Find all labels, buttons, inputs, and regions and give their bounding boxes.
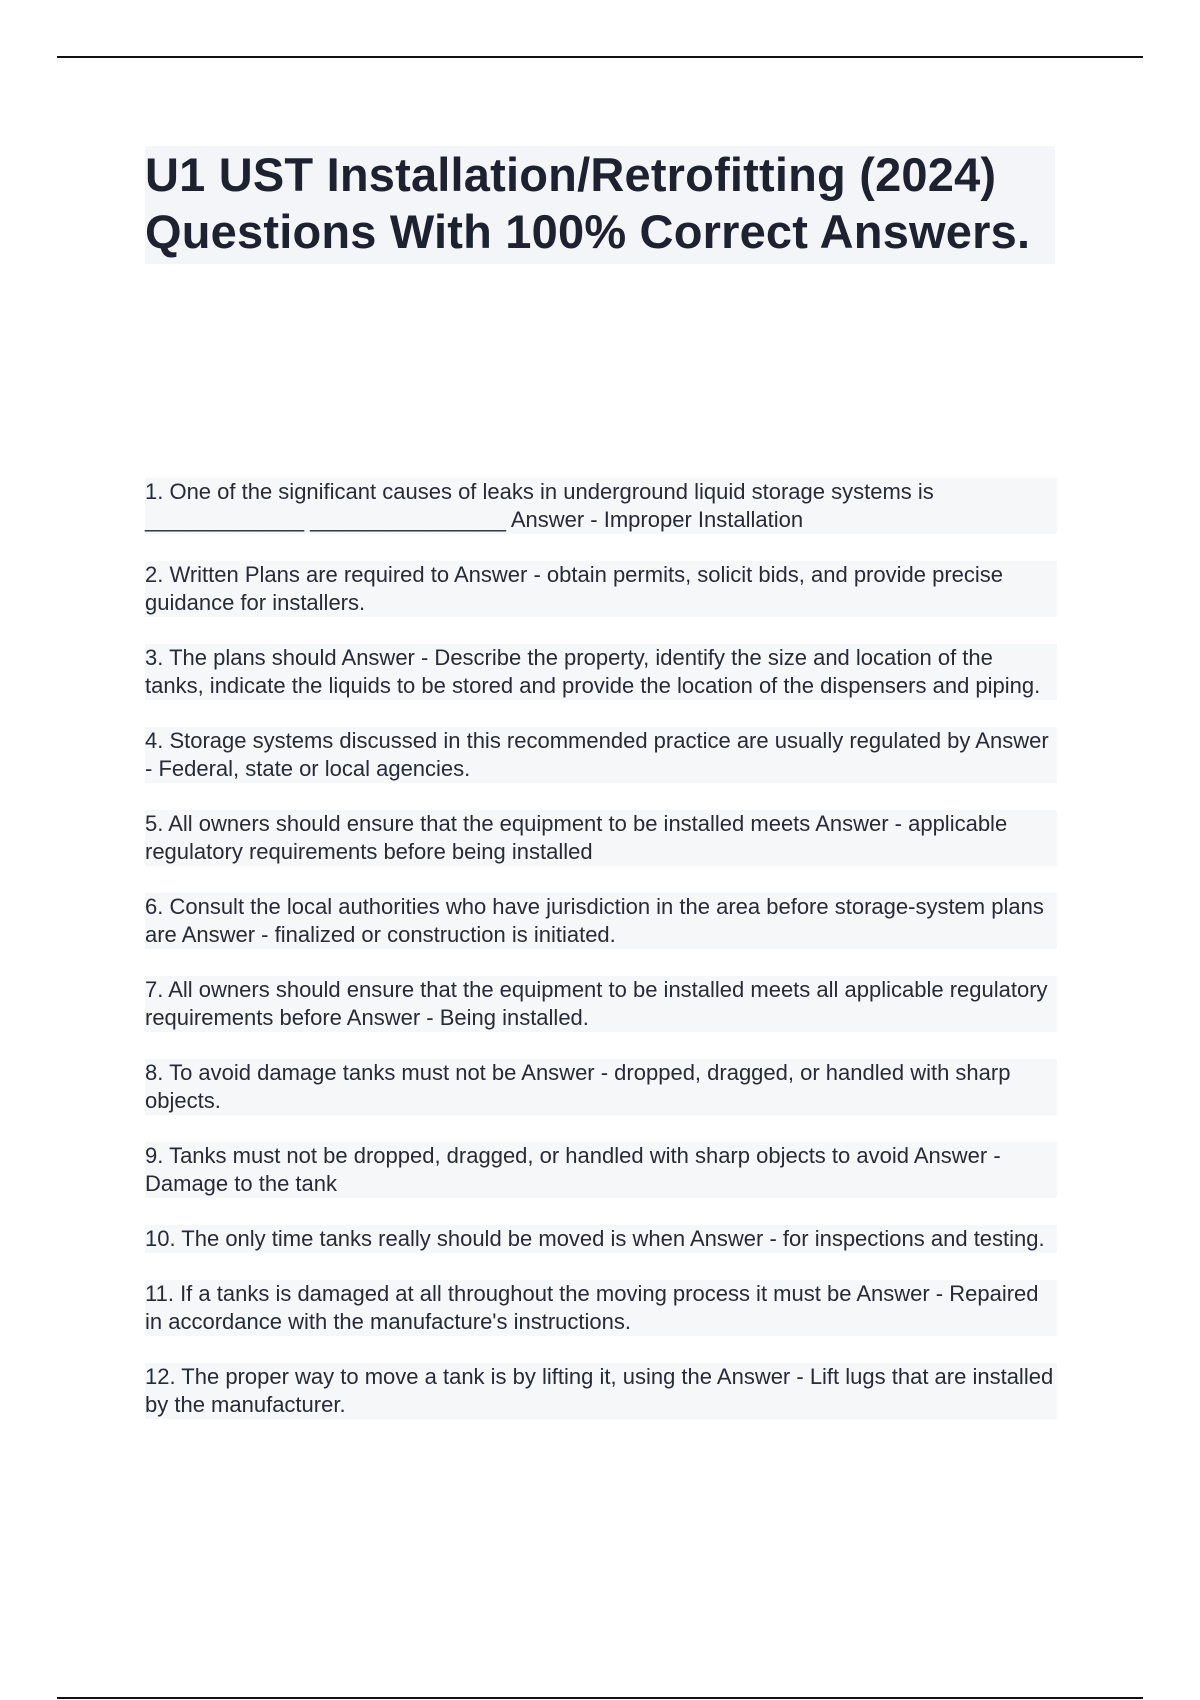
qa-item-12: 12. The proper way to move a tank is by lifting it, using the Answer - Lift lugs that are installed by the manufacturer. (145, 1363, 1057, 1419)
footer-rule (57, 1697, 1143, 1699)
qa-item-11: 11. If a tanks is damaged at all throughout the moving process it must be Answer - Repaired in accordance with the manufacture's instructions. (145, 1280, 1057, 1336)
document-title-line-2: Questions With 100% Correct Answers. (145, 205, 1031, 258)
qa-item-6: 6. Consult the local authorities who have jurisdiction in the area before storage-system plans are Answer - finalized or construction is initiated. (145, 893, 1057, 949)
qa-item-8: 8. To avoid damage tanks must not be Answer - dropped, dragged, or handled with sharp objects. (145, 1059, 1057, 1115)
document-title-line-1: U1 UST Installation/Retrofitting (2024) (145, 148, 997, 201)
document-title (145, 146, 1055, 264)
qa-item-4: 4. Storage systems discussed in this recommended practice are usually regulated by Answer - Federal, state or local agencies. (145, 727, 1057, 783)
qa-item-10: 10. The only time tanks really should be moved is when Answer - for inspections and testing. (145, 1225, 1057, 1253)
qa-item-9: 9. Tanks must not be dropped, dragged, or handled with sharp objects to avoid Answer - Damage to the tank (145, 1142, 1057, 1198)
qa-item-3: 3. The plans should Answer - Describe the property, identify the size and location of the tanks, indicate the liquids to be stored and provide the location of the dispensers and piping. (145, 644, 1057, 700)
qa-item-7: 7. All owners should ensure that the equipment to be installed meets all applicable regulatory requirements before Answer - Being installed. (145, 976, 1057, 1032)
qa-item-1: 1. One of the significant causes of leaks in underground liquid storage systems is _____________ ________________ Answer - Improper Installation (145, 478, 1057, 534)
question-answer-list (145, 478, 1057, 1446)
header-rule (57, 56, 1143, 58)
qa-item-5: 5. All owners should ensure that the equipment to be installed meets Answer - applicable regulatory requirements before being installed (145, 810, 1057, 866)
qa-item-2: 2. Written Plans are required to Answer - obtain permits, solicit bids, and provide precise guidance for installers. (145, 561, 1057, 617)
